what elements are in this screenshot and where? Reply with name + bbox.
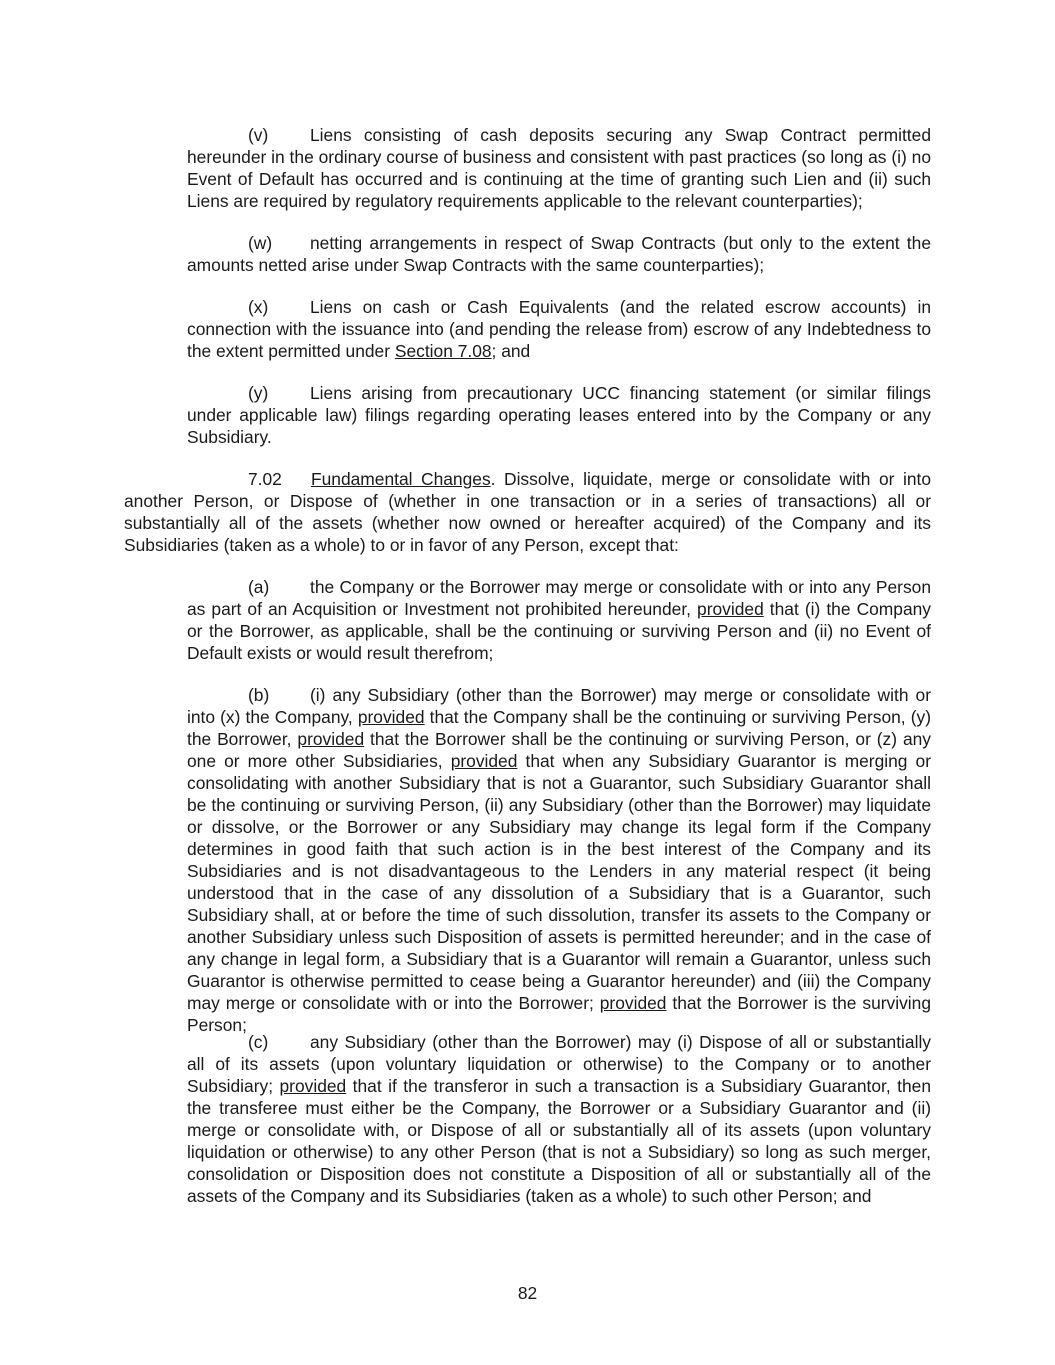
provided-term: provided xyxy=(297,729,365,749)
clause-text: any Subsidiary (other than the Borrower) may (i) Dispose of all or substantially all of its assets (upon voluntary liquidation or otherwise) to the Company or to another Subsidiary; xyxy=(187,1032,931,1096)
provided-term: provided xyxy=(599,993,667,1013)
clause-label: (x) xyxy=(248,297,269,317)
clause-text: that when any Subsidiary Guarantor is merging or consolidating with another Subsidiary that is not a Guarantor, such Subsidiary Guarantor shall be the continuing or surviving Person, (ii) any Subsidiary (other than the Borrower) may liquidate or dissolve, or the Borrower or any Subsidiary may change its legal form if the Company determines in good faith that such action is in the best interest of the Company and its Subsidiaries and is not disadvantageous to the Lenders in any material respect (it being understood that in the case of any dissolution of a Subsidiary that is a Guarantor, such Subsidiary shall, at or before the time of such dissolution, transfer its assets to the Company or another Subsidiary unless such Disposition of assets is permitted hereunder; and in the case of any change in legal form, a Subsidiary that is a Guarantor will remain a Guarantor, unless such Guarantor is otherwise permitted to cease being a Guarantor hereunder) and (iii) the Company may merge or consolidate with or into the Borrower; xyxy=(187,751,931,1013)
clause-text: that if the transferor in such a transaction is a Subsidiary Guarantor, then the transferee must either be the Company, the Borrower or a Subsidiary Guarantor and (ii) merge or consolidate with, or Dispose of all or substantially all of its assets (upon voluntary liquidation or otherwise) to any other Person (that is not a Subsidiary) so long as such merger, consolidation or Disposition does not constitute a Disposition of all or substantially all of the assets of the Company and its Subsidiaries (taken as a whole) to such other Person; and xyxy=(187,1076,931,1206)
provided-term: provided xyxy=(697,599,764,619)
section-heading: Fundamental Changes xyxy=(311,469,491,489)
clause-x xyxy=(187,296,931,362)
clause-label: (b) xyxy=(248,685,270,705)
clause-label: (w) xyxy=(248,233,273,253)
clause-v xyxy=(187,124,931,212)
clause-a xyxy=(187,576,931,664)
clause-w xyxy=(187,232,931,276)
clause-y xyxy=(187,382,931,448)
clause-c xyxy=(187,1031,931,1207)
section-reference-link[interactable]: Section 7.08 xyxy=(394,341,492,361)
clause-b xyxy=(187,684,931,1036)
provided-term: provided xyxy=(279,1076,347,1096)
clause-text: that the Borrower is the surviving Person; xyxy=(187,993,931,1035)
clause-label: (y) xyxy=(248,383,269,403)
clause-text: the Company or the Borrower may merge or consolidate with or into any Person as part of an Acquisition or Investment not prohibited hereunder, xyxy=(187,577,931,619)
clause-label: (a) xyxy=(248,577,270,597)
clause-text-end: ; and xyxy=(491,341,531,361)
clause-text: netting arrangements in respect of Swap Contracts (but only to the extent the amounts netted arise under Swap Contracts with the same counterparties); xyxy=(187,233,931,275)
section-7-02 xyxy=(124,468,931,556)
provided-term: provided xyxy=(450,751,518,771)
section-number: 7.02 xyxy=(248,469,282,489)
clause-text: that the Company shall be the continuing or surviving Person, (y) the Borrower, xyxy=(187,707,932,749)
clause-text: Liens arising from precautionary UCC financing statement (or similar filings under applicable law) filings regarding operating leases entered into by the Company or any Subsidiary. xyxy=(187,383,931,447)
clause-text: Liens on cash or Cash Equivalents (and the related escrow accounts) in connection with the issuance into (and pending the release from) escrow of any Indebtedness to the extent permitted under xyxy=(187,297,931,361)
section-text: . Dissolve, liquidate, merge or consolidate with or into another Person, or Dispose of (whether in one transaction or in a series of transactions) all or substantially all of the assets (whether now owned or hereafter acquired) of the Company and its Subsidiaries (taken as a whole) to or in favor of any Person, except that: xyxy=(124,469,932,555)
clause-label: (v) xyxy=(248,125,269,145)
clause-text: (i) any Subsidiary (other than the Borrower) may merge or consolidate with or into (x) the Company, xyxy=(187,685,931,727)
page-number: 82 xyxy=(517,1283,538,1303)
clause-text: that (i) the Company or the Borrower, as applicable, shall be the continuing or surviving Person and (ii) no Event of Default exists or would result therefrom; xyxy=(187,599,931,663)
provided-term: provided xyxy=(357,707,425,727)
clause-text: that the Borrower shall be the continuing or surviving Person, or (z) any one or more other Subsidiaries, xyxy=(187,729,931,771)
clause-text: Liens consisting of cash deposits securing any Swap Contract permitted hereunder in the ordinary course of business and consistent with past practices (so long as (i) no Event of Default has occurred and is continuing at the time of granting such Lien and (ii) such Liens are required by regulatory requirements applicable to the relevant counterparties); xyxy=(187,125,931,211)
clause-label: (c) xyxy=(248,1032,269,1052)
